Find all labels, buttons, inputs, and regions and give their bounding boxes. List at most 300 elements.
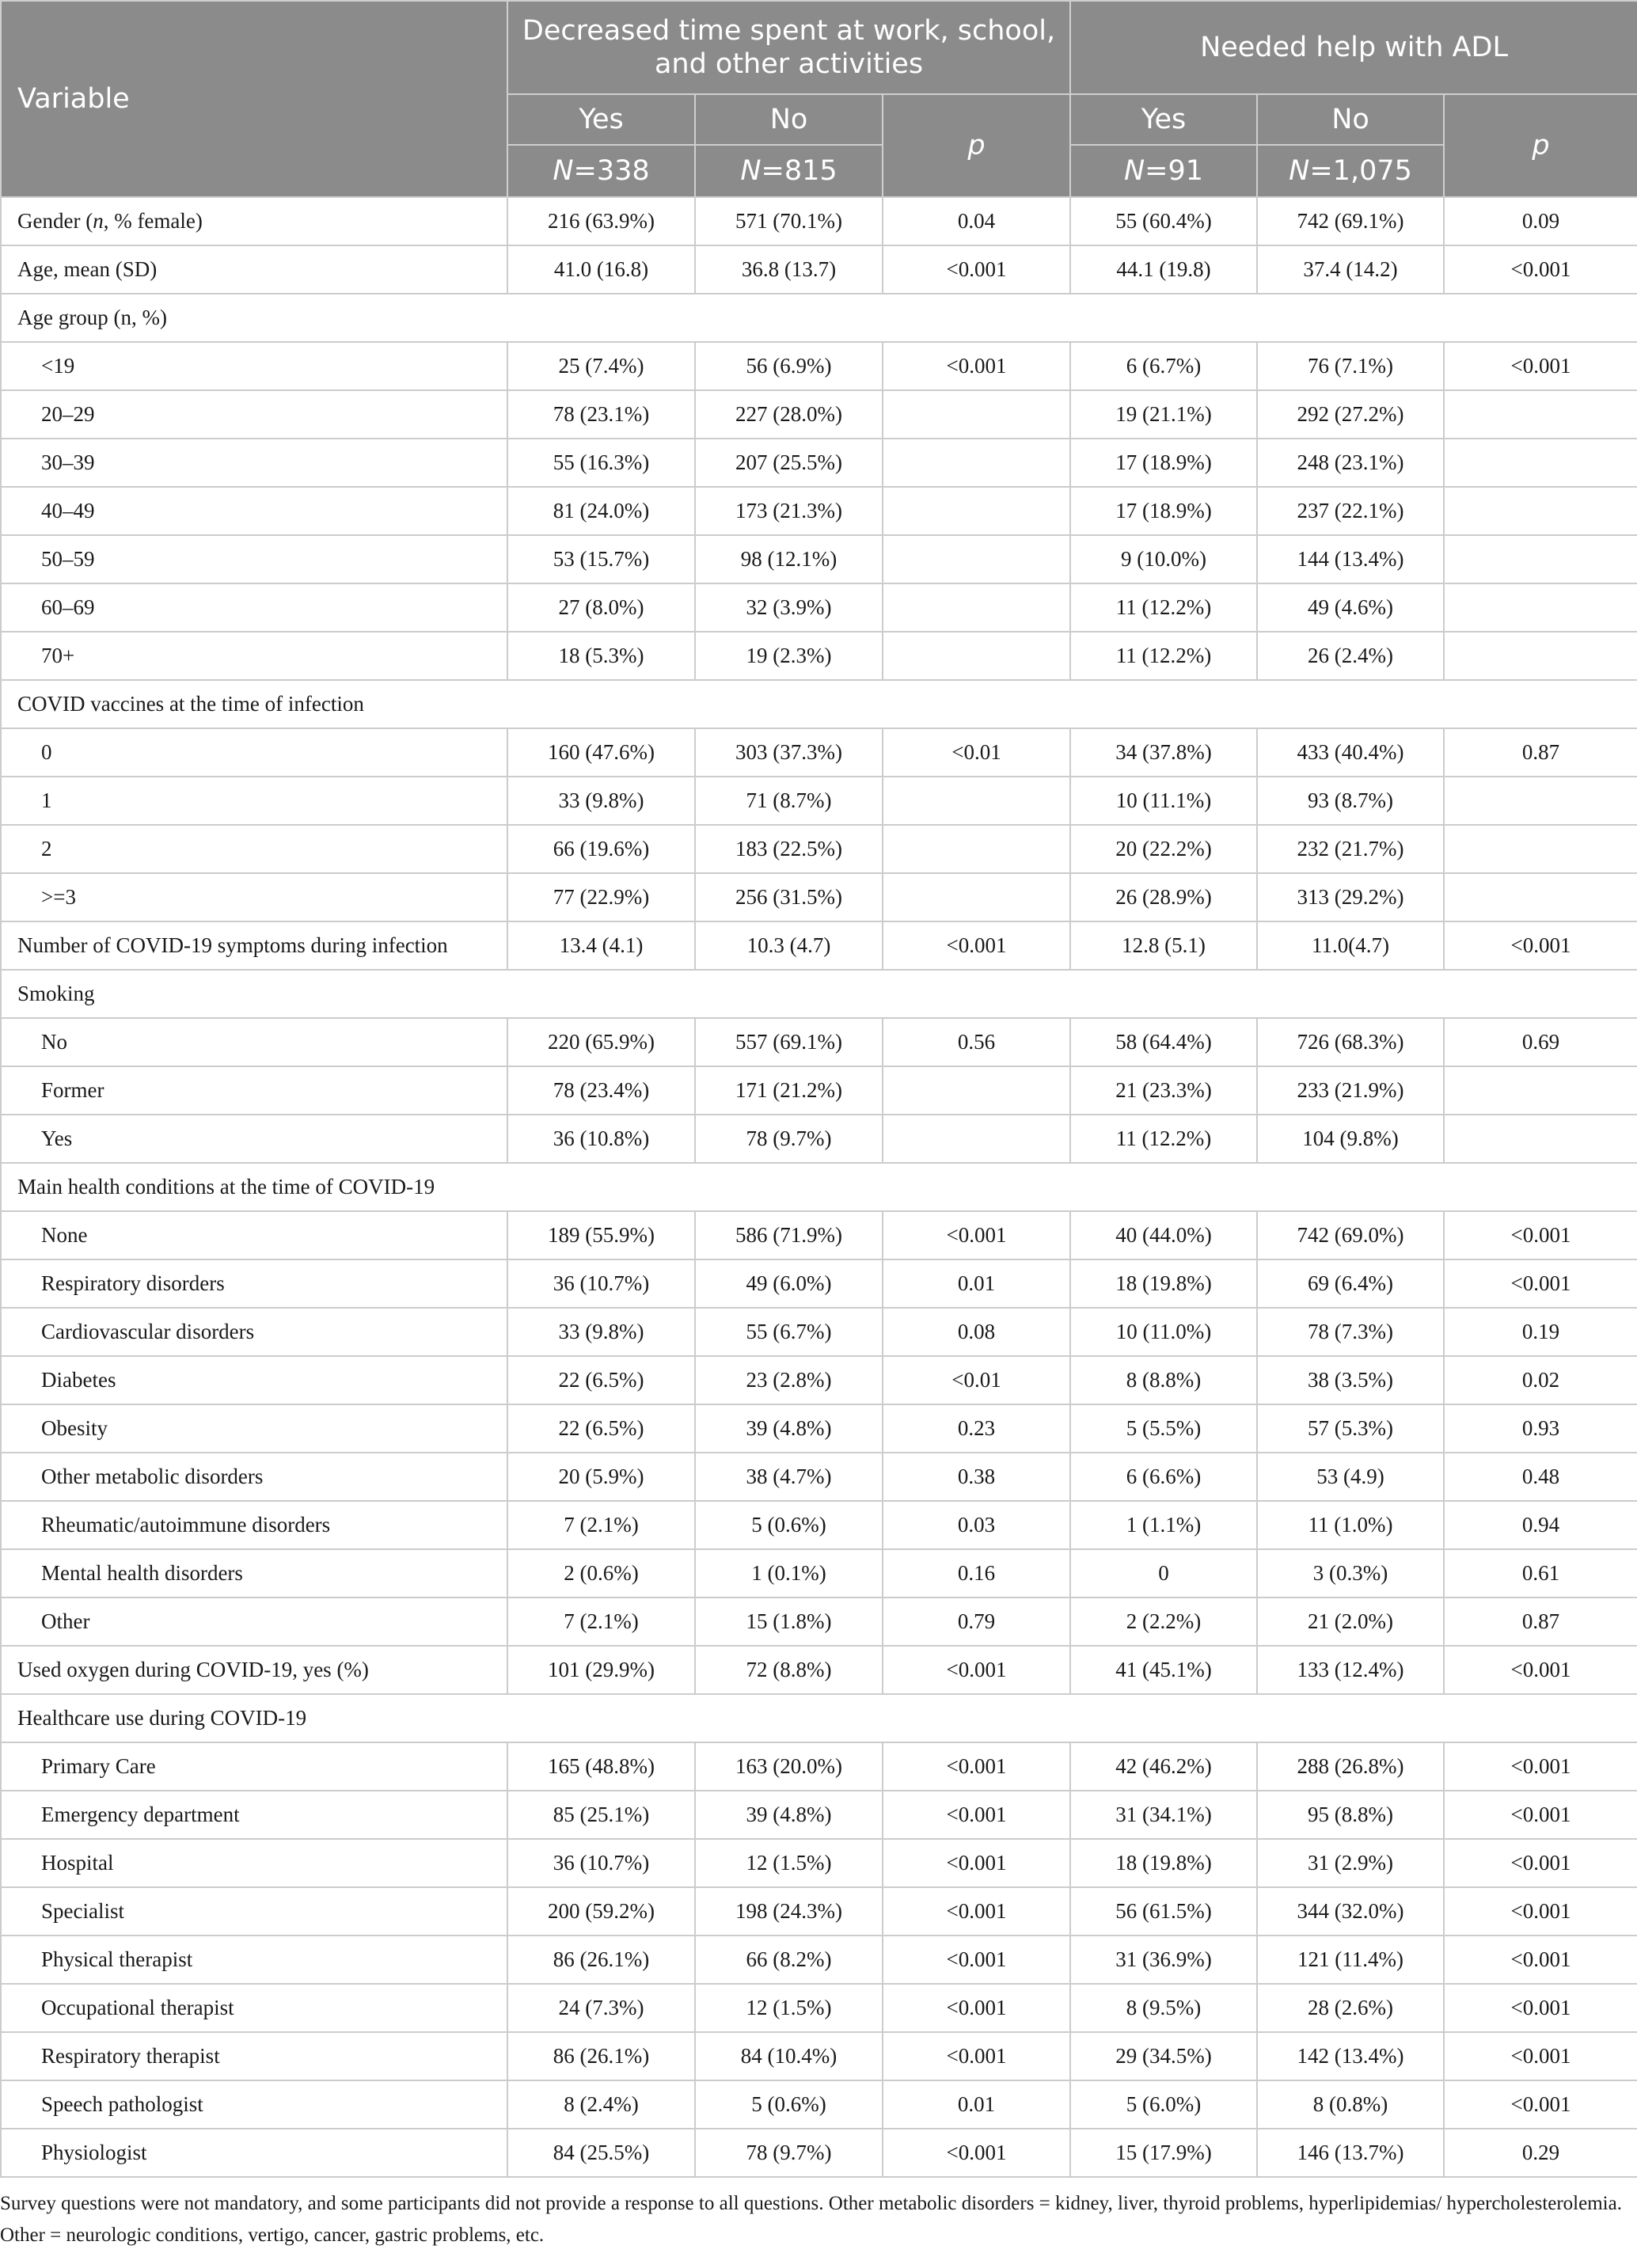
table-cell: 12.8 (5.1)	[1070, 921, 1257, 970]
table-cell: 0.93	[1444, 1404, 1637, 1453]
table-row	[1, 1887, 1637, 1936]
table-cell: 37.4 (14.2)	[1257, 245, 1444, 294]
table-cell: 165 (48.8%)	[507, 1742, 695, 1791]
table-row	[1, 1259, 1637, 1308]
group1-no-n	[695, 145, 883, 197]
table-cell: 557 (69.1%)	[695, 1018, 883, 1066]
table-cell: 38 (4.7%)	[695, 1453, 883, 1501]
table-cell: 49 (4.6%)	[1257, 583, 1444, 632]
table-cell: 29 (34.5%)	[1070, 2032, 1257, 2080]
table-cell: 121 (11.4%)	[1257, 1936, 1444, 1984]
row-label: 30–39	[1, 439, 507, 487]
table-cell: 95 (8.8%)	[1257, 1791, 1444, 1839]
table-cell: 18 (19.8%)	[1070, 1259, 1257, 1308]
table-cell: 288 (26.8%)	[1257, 1742, 1444, 1791]
table-cell: 26 (2.4%)	[1257, 632, 1444, 680]
table-cell: 232 (21.7%)	[1257, 825, 1444, 873]
group2-yes-n	[1070, 145, 1257, 197]
section-row	[1, 1163, 1637, 1211]
table-cell: 31 (2.9%)	[1257, 1839, 1444, 1887]
table-cell: 9 (10.0%)	[1070, 535, 1257, 583]
table-cell: 6 (6.7%)	[1070, 342, 1257, 390]
table-cell: 183 (22.5%)	[695, 825, 883, 873]
table-cell: 78 (9.7%)	[695, 2129, 883, 2177]
table-cell: 142 (13.4%)	[1257, 2032, 1444, 2080]
table-cell	[883, 873, 1070, 921]
table-row	[1, 921, 1637, 970]
table-cell: 36.8 (13.7)	[695, 245, 883, 294]
table-cell: 2 (2.2%)	[1070, 1597, 1257, 1646]
section-row	[1, 294, 1637, 342]
table-cell	[883, 535, 1070, 583]
table-cell: <0.001	[1444, 1742, 1637, 1791]
row-label	[1, 197, 507, 245]
table-cell	[883, 632, 1070, 680]
table-cell: 189 (55.9%)	[507, 1211, 695, 1259]
table-cell: 85 (25.1%)	[507, 1791, 695, 1839]
table-cell: 586 (71.9%)	[695, 1211, 883, 1259]
table-cell: 71 (8.7%)	[695, 777, 883, 825]
table-cell: 0.61	[1444, 1549, 1637, 1597]
table-cell	[1444, 777, 1637, 825]
table-cell: 5 (0.6%)	[695, 1501, 883, 1549]
table-cell: <0.001	[883, 1887, 1070, 1936]
table-cell: 77 (22.9%)	[507, 873, 695, 921]
table-row	[1, 1791, 1637, 1839]
row-label: Former	[1, 1066, 507, 1115]
table-cell: <0.001	[1444, 245, 1637, 294]
table-cell: 256 (31.5%)	[695, 873, 883, 921]
row-label: Emergency department	[1, 1791, 507, 1839]
table-cell	[883, 583, 1070, 632]
row-label: >=3	[1, 873, 507, 921]
table-cell: 198 (24.3%)	[695, 1887, 883, 1936]
table-cell: 55 (6.7%)	[695, 1308, 883, 1356]
table-cell: 207 (25.5%)	[695, 439, 883, 487]
table-cell: 15 (17.9%)	[1070, 2129, 1257, 2177]
table-cell: 69 (6.4%)	[1257, 1259, 1444, 1308]
group2-header: Needed help with ADL	[1070, 1, 1637, 94]
table-cell: 86 (26.1%)	[507, 1936, 695, 1984]
table-cell: 21 (2.0%)	[1257, 1597, 1444, 1646]
table-cell: 44.1 (19.8)	[1070, 245, 1257, 294]
table-cell: <0.001	[1444, 1259, 1637, 1308]
table-cell: 0.38	[883, 1453, 1070, 1501]
table-cell: 10.3 (4.7)	[695, 921, 883, 970]
table-row	[1, 1936, 1637, 1984]
table-cell: 0.16	[883, 1549, 1070, 1597]
table-row	[1, 197, 1637, 245]
table-cell: 33 (9.8%)	[507, 777, 695, 825]
table-cell: 248 (23.1%)	[1257, 439, 1444, 487]
table-cell: <0.001	[1444, 1646, 1637, 1694]
n-value: =1,075	[1309, 155, 1412, 187]
table-cell: 2 (0.6%)	[507, 1549, 695, 1597]
table-row	[1, 390, 1637, 439]
group2-yes-header: Yes	[1070, 94, 1257, 145]
table-cell: 0.79	[883, 1597, 1070, 1646]
table-cell: 18 (5.3%)	[507, 632, 695, 680]
table-cell: 233 (21.9%)	[1257, 1066, 1444, 1115]
table-cell: 20 (22.2%)	[1070, 825, 1257, 873]
table-cell: 237 (22.1%)	[1257, 487, 1444, 535]
n-value: =815	[761, 155, 837, 187]
table-cell: 0	[1070, 1549, 1257, 1597]
row-label: Physiologist	[1, 2129, 507, 2177]
table-cell: <0.001	[1444, 2032, 1637, 2080]
row-label: 0	[1, 728, 507, 777]
table-cell: 104 (9.8%)	[1257, 1115, 1444, 1163]
table-cell: 0.02	[1444, 1356, 1637, 1404]
table-cell: 11.0(4.7)	[1257, 921, 1444, 970]
table-cell: 20 (5.9%)	[507, 1453, 695, 1501]
table-cell: 53 (4.9)	[1257, 1453, 1444, 1501]
table-body	[1, 197, 1637, 2177]
table-cell: 173 (21.3%)	[695, 487, 883, 535]
table-cell	[1444, 1115, 1637, 1163]
table-cell: 742 (69.0%)	[1257, 1211, 1444, 1259]
n-symbol: N	[740, 155, 762, 187]
table-row	[1, 1308, 1637, 1356]
table-cell: 84 (10.4%)	[695, 2032, 883, 2080]
table-cell: 22 (6.5%)	[507, 1404, 695, 1453]
table-cell: 17 (18.9%)	[1070, 439, 1257, 487]
row-label: No	[1, 1018, 507, 1066]
row-label-part: Gender (	[17, 209, 93, 233]
row-label: 70+	[1, 632, 507, 680]
n-value: =91	[1145, 155, 1204, 187]
table-cell	[883, 1115, 1070, 1163]
row-label: Specialist	[1, 1887, 507, 1936]
row-label: Respiratory disorders	[1, 1259, 507, 1308]
table-cell	[1444, 535, 1637, 583]
table-cell	[1444, 439, 1637, 487]
table-header	[1, 1, 1637, 197]
table-cell: 28 (2.6%)	[1257, 1984, 1444, 2032]
table-row	[1, 1066, 1637, 1115]
table-cell: 160 (47.6%)	[507, 728, 695, 777]
table-cell	[1444, 1066, 1637, 1115]
table-cell: <0.001	[1444, 342, 1637, 390]
table-cell: <0.01	[883, 728, 1070, 777]
table-cell: 8 (2.4%)	[507, 2080, 695, 2129]
table-cell: 31 (36.9%)	[1070, 1936, 1257, 1984]
table-cell: 5 (0.6%)	[695, 2080, 883, 2129]
table-cell	[1444, 583, 1637, 632]
row-label: Diabetes	[1, 1356, 507, 1404]
table-cell: 0.08	[883, 1308, 1070, 1356]
row-label-part: , % female)	[103, 209, 203, 233]
table-cell: 41 (45.1%)	[1070, 1646, 1257, 1694]
group1-no-header: No	[695, 94, 883, 145]
table-cell: 15 (1.8%)	[695, 1597, 883, 1646]
table-cell: 23 (2.8%)	[695, 1356, 883, 1404]
table-cell: 21 (23.3%)	[1070, 1066, 1257, 1115]
table-cell: 93 (8.7%)	[1257, 777, 1444, 825]
table-cell: 66 (8.2%)	[695, 1936, 883, 1984]
table-row	[1, 777, 1637, 825]
row-label: 50–59	[1, 535, 507, 583]
n-symbol: N	[1289, 155, 1310, 187]
row-label: Used oxygen during COVID-19, yes (%)	[1, 1646, 507, 1694]
row-label: Rheumatic/autoimmune disorders	[1, 1501, 507, 1549]
row-label: Cardiovascular disorders	[1, 1308, 507, 1356]
row-label: None	[1, 1211, 507, 1259]
table-cell: <0.001	[1444, 2080, 1637, 2129]
table-cell: 11 (12.2%)	[1070, 1115, 1257, 1163]
section-row	[1, 680, 1637, 728]
table-cell: <0.001	[1444, 1791, 1637, 1839]
table-cell: 98 (12.1%)	[695, 535, 883, 583]
row-label: Primary Care	[1, 1742, 507, 1791]
table-cell: 292 (27.2%)	[1257, 390, 1444, 439]
table-cell: <0.001	[883, 342, 1070, 390]
table-row	[1, 1597, 1637, 1646]
table-cell: <0.001	[1444, 1887, 1637, 1936]
table-row	[1, 1018, 1637, 1066]
n-value: =338	[573, 155, 650, 187]
table-cell: 0.48	[1444, 1453, 1637, 1501]
table-cell: <0.001	[883, 1211, 1070, 1259]
row-label: Number of COVID-19 symptoms during infection	[1, 921, 507, 970]
table-cell	[883, 825, 1070, 873]
table-cell: 36 (10.8%)	[507, 1115, 695, 1163]
table-cell: 227 (28.0%)	[695, 390, 883, 439]
table-cell: 1 (1.1%)	[1070, 1501, 1257, 1549]
table-cell: 3 (0.3%)	[1257, 1549, 1444, 1597]
table-cell: 12 (1.5%)	[695, 1839, 883, 1887]
table-cell: 216 (63.9%)	[507, 197, 695, 245]
table-row	[1, 2129, 1637, 2177]
table-cell: <0.001	[883, 1839, 1070, 1887]
table-row	[1, 342, 1637, 390]
row-label: Mental health disorders	[1, 1549, 507, 1597]
table-cell: 81 (24.0%)	[507, 487, 695, 535]
table-cell: <0.001	[883, 1742, 1070, 1791]
table-row	[1, 439, 1637, 487]
table-cell: 5 (5.5%)	[1070, 1404, 1257, 1453]
table-cell: 10 (11.0%)	[1070, 1308, 1257, 1356]
table-cell: 55 (60.4%)	[1070, 197, 1257, 245]
section-label: COVID vaccines at the time of infection	[1, 680, 1637, 728]
table-cell: 0.29	[1444, 2129, 1637, 2177]
table-cell: 101 (29.9%)	[507, 1646, 695, 1694]
table-cell: <0.001	[883, 1984, 1070, 2032]
table-row	[1, 873, 1637, 921]
table-cell: 84 (25.5%)	[507, 2129, 695, 2177]
table-cell: <0.001	[883, 1791, 1070, 1839]
table-cell	[1444, 390, 1637, 439]
table-cell: <0.001	[883, 245, 1070, 294]
table-cell	[1444, 873, 1637, 921]
section-row	[1, 1694, 1637, 1742]
table-cell: 32 (3.9%)	[695, 583, 883, 632]
table-cell: 742 (69.1%)	[1257, 197, 1444, 245]
table-cell: 144 (13.4%)	[1257, 535, 1444, 583]
table-footnote: Survey questions were not mandatory, and some participants did not provide a response to all questions. Other metabolic disorders = kidney, liver, thyroid problems, hyperlipidemias/ hypercholesterolemia. Other = neurologic conditions, vertigo, cancer, gastric problems, etc.	[0, 2193, 1622, 2246]
table-row	[1, 1984, 1637, 2032]
table-cell	[883, 390, 1070, 439]
table-cell: 5 (6.0%)	[1070, 2080, 1257, 2129]
table-row	[1, 535, 1637, 583]
table-cell: 72 (8.8%)	[695, 1646, 883, 1694]
row-label: Respiratory therapist	[1, 2032, 507, 2080]
table-cell: 0.03	[883, 1501, 1070, 1549]
table-cell	[1444, 632, 1637, 680]
table-cell: 0.87	[1444, 1597, 1637, 1646]
table-cell: 7 (2.1%)	[507, 1501, 695, 1549]
table-cell: 53 (15.7%)	[507, 535, 695, 583]
table-cell: <0.001	[1444, 1984, 1637, 2032]
row-label: Obesity	[1, 1404, 507, 1453]
table-cell: 58 (64.4%)	[1070, 1018, 1257, 1066]
row-label: Occupational therapist	[1, 1984, 507, 2032]
table-cell: 56 (61.5%)	[1070, 1887, 1257, 1936]
table-row	[1, 487, 1637, 535]
table-cell: 0.23	[883, 1404, 1070, 1453]
table-cell: 34 (37.8%)	[1070, 728, 1257, 777]
table-row	[1, 728, 1637, 777]
section-label: Main health conditions at the time of COVID-19	[1, 1163, 1637, 1211]
table-cell: 571 (70.1%)	[695, 197, 883, 245]
table-cell: 10 (11.1%)	[1070, 777, 1257, 825]
table-cell: 55 (16.3%)	[507, 439, 695, 487]
n-symbol: N	[553, 155, 574, 187]
table-cell: 57 (5.3%)	[1257, 1404, 1444, 1453]
table-row	[1, 1211, 1637, 1259]
row-label: <19	[1, 342, 507, 390]
table-cell	[883, 439, 1070, 487]
table-row	[1, 1549, 1637, 1597]
table-cell: 17 (18.9%)	[1070, 487, 1257, 535]
group2-no-n	[1257, 145, 1444, 197]
group1-header: Decreased time spent at work, school, and other activities	[507, 1, 1070, 94]
row-label: 1	[1, 777, 507, 825]
table-cell: 313 (29.2%)	[1257, 873, 1444, 921]
table-cell	[883, 777, 1070, 825]
table-cell: 33 (9.8%)	[507, 1308, 695, 1356]
table-cell: 78 (7.3%)	[1257, 1308, 1444, 1356]
table-cell: 38 (3.5%)	[1257, 1356, 1444, 1404]
table-row	[1, 825, 1637, 873]
row-label: Age, mean (SD)	[1, 245, 507, 294]
table-cell: 49 (6.0%)	[695, 1259, 883, 1308]
table-cell: <0.001	[1444, 1839, 1637, 1887]
table-cell: 31 (34.1%)	[1070, 1791, 1257, 1839]
table-row	[1, 1404, 1637, 1453]
table-cell: 7 (2.1%)	[507, 1597, 695, 1646]
table-row	[1, 1453, 1637, 1501]
table-row	[1, 1742, 1637, 1791]
table-cell: 0.19	[1444, 1308, 1637, 1356]
group1-yes-n	[507, 145, 695, 197]
table-cell: 8 (0.8%)	[1257, 2080, 1444, 2129]
section-row	[1, 970, 1637, 1018]
section-label: Age group (n, %)	[1, 294, 1637, 342]
row-label: Other metabolic disorders	[1, 1453, 507, 1501]
row-label: 20–29	[1, 390, 507, 439]
table-cell: 0.56	[883, 1018, 1070, 1066]
table-cell: 66 (19.6%)	[507, 825, 695, 873]
table-cell: 36 (10.7%)	[507, 1259, 695, 1308]
table-cell: 1 (0.1%)	[695, 1549, 883, 1597]
section-label: Healthcare use during COVID-19	[1, 1694, 1637, 1742]
table-cell: 433 (40.4%)	[1257, 728, 1444, 777]
table-cell: 0.01	[883, 2080, 1070, 2129]
table-cell: 24 (7.3%)	[507, 1984, 695, 2032]
n-symbol: N	[1123, 155, 1145, 187]
group2-p-header: p	[1444, 94, 1637, 197]
table-row	[1, 1501, 1637, 1549]
table-cell: 726 (68.3%)	[1257, 1018, 1444, 1066]
table-row	[1, 1646, 1637, 1694]
table-cell: 78 (9.7%)	[695, 1115, 883, 1163]
table-cell: 0.94	[1444, 1501, 1637, 1549]
table-cell: 133 (12.4%)	[1257, 1646, 1444, 1694]
table-cell: 26 (28.9%)	[1070, 873, 1257, 921]
table-cell: 78 (23.1%)	[507, 390, 695, 439]
row-label: Physical therapist	[1, 1936, 507, 1984]
table-row	[1, 632, 1637, 680]
table-cell: 171 (21.2%)	[695, 1066, 883, 1115]
table-cell: 39 (4.8%)	[695, 1404, 883, 1453]
table-cell: 25 (7.4%)	[507, 342, 695, 390]
table-cell: 344 (32.0%)	[1257, 1887, 1444, 1936]
table-cell: 41.0 (16.8)	[507, 245, 695, 294]
table-cell: 36 (10.7%)	[507, 1839, 695, 1887]
table-row	[1, 2080, 1637, 2129]
row-label: Hospital	[1, 1839, 507, 1887]
table-cell: 220 (65.9%)	[507, 1018, 695, 1066]
table-cell: 163 (20.0%)	[695, 1742, 883, 1791]
section-label: Smoking	[1, 970, 1637, 1018]
table-cell: 303 (37.3%)	[695, 728, 883, 777]
table-cell: 19 (2.3%)	[695, 632, 883, 680]
variable-header: Variable	[1, 1, 507, 197]
table-cell: <0.001	[883, 2129, 1070, 2177]
table-row	[1, 1839, 1637, 1887]
row-label: Other	[1, 1597, 507, 1646]
group2-no-header: No	[1257, 94, 1444, 145]
table-cell: 12 (1.5%)	[695, 1984, 883, 2032]
table-cell: 11 (12.2%)	[1070, 583, 1257, 632]
table-cell: 78 (23.4%)	[507, 1066, 695, 1115]
table-cell: 19 (21.1%)	[1070, 390, 1257, 439]
table-cell: 22 (6.5%)	[507, 1356, 695, 1404]
table-row	[1, 2032, 1637, 2080]
table-cell	[1444, 487, 1637, 535]
table-cell: 56 (6.9%)	[695, 342, 883, 390]
table-cell: <0.001	[883, 1646, 1070, 1694]
row-label: 40–49	[1, 487, 507, 535]
table-cell: 8 (9.5%)	[1070, 1984, 1257, 2032]
table-cell: <0.001	[883, 1936, 1070, 1984]
table-cell: 76 (7.1%)	[1257, 342, 1444, 390]
table-cell: 11 (12.2%)	[1070, 632, 1257, 680]
group1-p-header: p	[883, 94, 1070, 197]
table-cell: 0.69	[1444, 1018, 1637, 1066]
table-cell	[883, 1066, 1070, 1115]
table-row	[1, 245, 1637, 294]
row-label: 2	[1, 825, 507, 873]
table-cell: <0.001	[1444, 921, 1637, 970]
table-cell: 6 (6.6%)	[1070, 1453, 1257, 1501]
table-cell: <0.001	[1444, 1211, 1637, 1259]
table-cell: 42 (46.2%)	[1070, 1742, 1257, 1791]
table-cell: 27 (8.0%)	[507, 583, 695, 632]
table-cell: 86 (26.1%)	[507, 2032, 695, 2080]
table-cell: 13.4 (4.1)	[507, 921, 695, 970]
